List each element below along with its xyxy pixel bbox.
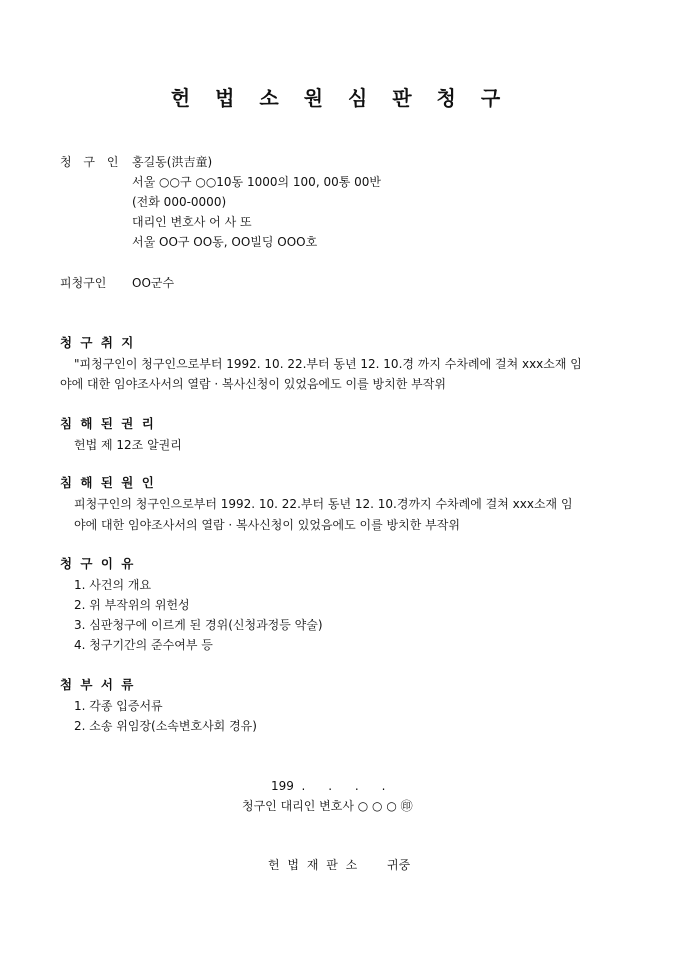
document-title: 헌 법 소 원 심 판 청 구 (170, 86, 510, 110)
section-heading-rights: 침 해 된 권 리 (60, 416, 156, 431)
respondent-label: 피청구인 (60, 276, 107, 290)
cause-line: 야에 대한 임야조사서의 열람 · 복사신청이 있었음에도 이를 방치한 부작위 (74, 518, 460, 532)
recipient-court: 헌 법 재 판 소 (268, 858, 360, 872)
petitioner-label: 청 구 인 (60, 155, 123, 169)
attachment-item: 1. 각종 입증서류 (74, 699, 163, 713)
reasons-item: 2. 위 부작위의 위헌성 (74, 598, 190, 612)
petitioner-attorney: 대리인 변호사 어 사 또 (132, 215, 252, 229)
date-line: 199 . . . . (271, 779, 386, 793)
petitioner-name: 홍길동(洪吉童) (132, 155, 213, 169)
section-heading-reasons: 청 구 이 유 (60, 556, 136, 571)
section-heading-purpose: 청 구 취 지 (60, 335, 136, 350)
purpose-line: "피청구인이 청구인으로부터 1992. 10. 22.부터 동년 12. 10.경 까지 수차례에 걸쳐 xxx소재 임 (74, 357, 582, 371)
petitioner-phone: (전화 000-0000) (132, 195, 227, 209)
section-heading-attachments: 첨 부 서 류 (60, 677, 136, 692)
reasons-item: 3. 심판청구에 이르게 된 경위(신청과정등 약술) (74, 618, 323, 632)
rights-line: 헌법 제 12조 알권리 (74, 438, 182, 452)
attachment-item: 2. 소송 위임장(소속변호사회 경유) (74, 719, 257, 733)
section-heading-cause: 침 해 된 원 인 (60, 475, 156, 490)
reasons-item: 1. 사건의 개요 (74, 578, 152, 592)
attorney-address: 서울 OO구 OO동, OO빌딩 OOO호 (132, 235, 318, 249)
petitioner-address: 서울 ○○구 ○○10동 1000의 100, 00통 00반 (132, 175, 381, 189)
respondent-value: OO군수 (132, 276, 175, 290)
cause-line: 피청구인의 청구인으로부터 1992. 10. 22.부터 동년 12. 10.경까지 수차례에 걸쳐 xxx소재 임 (74, 497, 573, 511)
recipient-honorific: 귀중 (387, 858, 411, 872)
signature-line: 청구인 대리인 변호사 ○ ○ ○ ㊞ (242, 799, 413, 813)
reasons-item: 4. 청구기간의 준수여부 등 (74, 638, 213, 652)
purpose-line: 야에 대한 임야조사서의 열람 · 복사신청이 있었음에도 이를 방치한 부작위 (60, 377, 446, 391)
